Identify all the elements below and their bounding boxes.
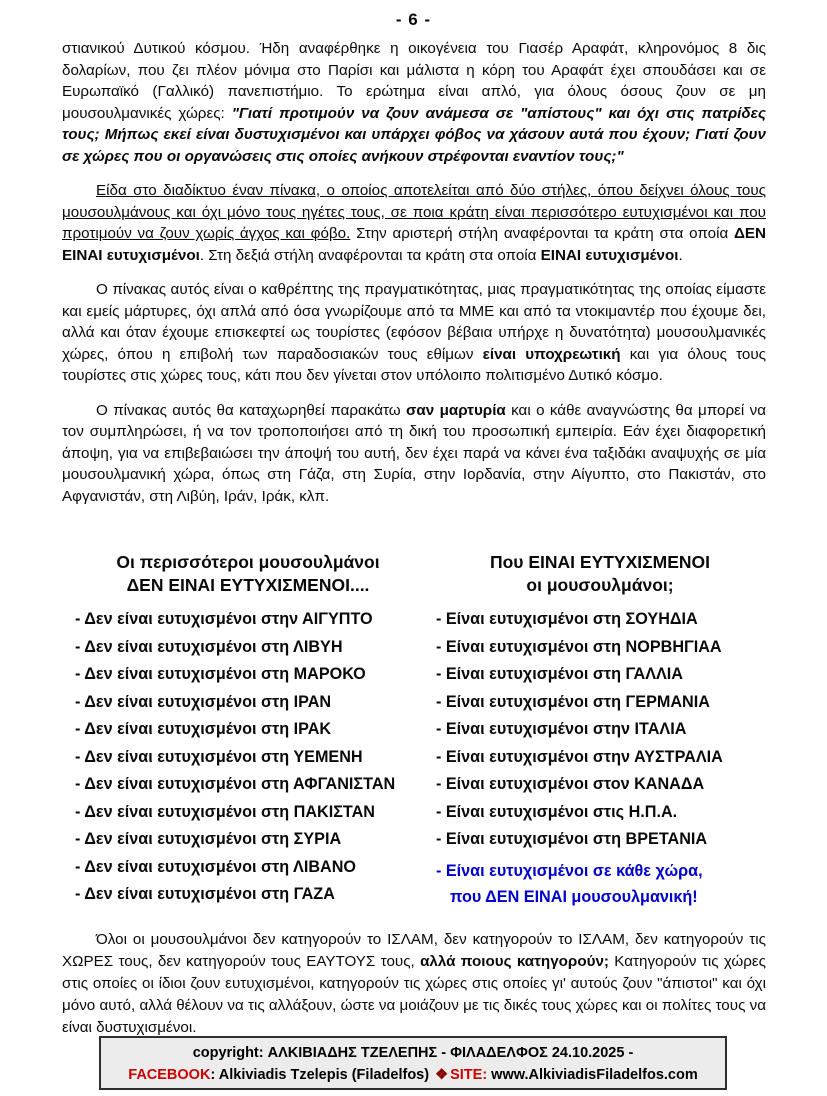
intro-paragraph	[62, 38, 766, 167]
happy-item: - Είναι ευτυχισμένοι στην ΙΤΑΛΙΑ	[436, 720, 687, 738]
underlined-text: Είδα στο διαδίκτυο έναν πίνακα, ο οποίος αποτελείται από δύο στήλες, όπου δείχνει όλους τους μουσουλμάνους και όχι μόνο τους ηγέτες τους, σε ποια κράτη είναι περισσότερο ευτυχισμένοι και που προτιμούν να ζουν χωρίς άγχος και φόβο.	[62, 182, 766, 242]
comparison-table	[62, 551, 766, 910]
unhappy-column-title	[62, 551, 434, 597]
unhappy-item: - Δεν είναι ευτυχισμένοι στη ΛΙΒΥΗ	[75, 637, 343, 656]
facebook-label: FACEBOOK	[128, 1067, 211, 1083]
unhappy-item: - Δεν είναι ευτυχισμένοι στη ΜΑΡΟΚΟ	[75, 665, 366, 683]
unhappy-item: - Δεν είναι ευτυχισμένοι στην ΑΙΓΥΠΤΟ	[75, 610, 373, 628]
conclusion-paragraph	[62, 929, 766, 1039]
facebook-value: : Alkiviadis Tzelepis (Filadelfos)	[210, 1067, 434, 1083]
site-label: SITE:	[450, 1067, 488, 1083]
copyright-line: copyright: ΑΛΚΙΒΙΑΔΗΣ ΤΖΕΛΕΠΗΣ - ΦΙΛΑΔΕΛΦΟΣ 24.10.2025 -	[192, 1045, 634, 1061]
plain-text: Όλοι οι μουσουλμάνοι δεν κατηγορούν το ΙΣΛΑΜ, δεν κατηγορούν το ΙΣΛΑΜ, δεν κατηγορούν τις ΧΩΡΕΣ τους, δεν κατηγορούν τους ΕΑΥΤΟΥΣ τους,	[62, 931, 766, 971]
unhappy-title-line2: ΔΕΝ ΕΙΝΑΙ ΕΥΤΥΧΙΣΜΕΝΟΙ....	[126, 575, 370, 595]
unhappy-item: - Δεν είναι ευτυχισμένοι στη ΣΥΡΙΑ	[75, 830, 342, 848]
bold-text: ΔΕΝ ΕΙΝΑΙ ευτυχισμένοι	[62, 225, 766, 264]
bold-text: είναι υποχρεωτική	[482, 345, 621, 363]
unhappy-item: - Δεν είναι ευτυχισμένοι στη ΙΡΑΝ	[75, 692, 332, 711]
plain-text: Κατηγορούν τις χώρες στις οποίες οι ίδιοι ζουν ευτυχισμένοι, κατηγορούν τις χώρες στις οποίες γι' αυτούς ζουν "άπιστοι" και όχι μόνο αυτό, αλλά θέλουν να τις αλλάξουν, ώστε να μοιάζουν με τις δικές τους χώρες και οι πολίτες τους να είναι δυστυχισμένοι.	[62, 953, 766, 1037]
body-text-block	[62, 38, 766, 520]
happy-item: - Είναι ευτυχισμένοι στη ΣΟΥΗΔΙΑ	[436, 610, 698, 628]
unhappy-item: - Δεν είναι ευτυχισμένοι στη ΙΡΑΚ	[75, 720, 332, 738]
plain-text: και για όλους τους τουρίστες στις χώρες τους, κάτι που δεν γίνεται στον υπόλοιπο πολιτισμένο Δυτικό κόσμο.	[62, 345, 767, 384]
unhappy-item: - Δεν είναι ευτυχισμένοι στη ΥΕΜΕΝΗ	[75, 747, 363, 766]
intro-text: στιανικού Δυτικού κόσμου. Ήδη αναφέρθηκε η οικογένεια του Γιασέρ Αραφάτ, κληρονόμος 8 δις δολαρίων, που ζει πλέον μόνιμα στο Παρίσι και μάλιστα η κόρη του Αραφάτ έχει σπουδάσει και σε Ευρωπαϊκό (Γαλλικό) πανεπιστήμιο. Το ερώτημα είναι απλό, για όλους όσους ζουν σε μη μουσουλμανικές χώρες:	[62, 40, 766, 122]
reality-mirror-paragraph	[62, 279, 766, 387]
happy-item: - Είναι ευτυχισμένοι στη ΝΟΡΒΗΓΙΑΑ	[436, 637, 722, 656]
happy-item: - Είναι ευτυχισμένοι στις Η.Π.Α.	[436, 802, 678, 821]
testimony-paragraph	[62, 400, 766, 508]
happy-title-line1: Που ΕΙΝΑΙ ΕΥΤΥΧΙΣΜΕΝΟΙ	[489, 552, 710, 572]
copyright-footer	[99, 1036, 727, 1090]
happy-item: - Είναι ευτυχισμένοι στη ΓΕΡΜΑΝΙΑ	[436, 692, 710, 711]
plain-text: .	[678, 246, 683, 264]
bold-text: αλλά ποιους κατηγορούν;	[420, 953, 609, 971]
unhappy-item: - Δεν είναι ευτυχισμένοι στη ΠΑΚΙΣΤΑΝ	[75, 802, 375, 821]
plain-text: και ο κάθε αναγνώστης θα μπορεί να τον συμπληρώσει, ή να τον τροποποιήσει από τη δική του προσωπική εμπειρία. Εάν έχει διαφορετική άποψη, για να επιβεβαιώσει την άποψή του αυτή, δεν έχει παρά να κάνει ένα ταξιδάκι αναψυχής σε μία μουσουλμανική χώρα, όπως στη Γάζα, στη Συρία, στην Ιορδανία, στην Αίγυπτο, στο Πακιστάν, στο Αφγανιστάν, στη Λιβύη, Ιράν, Ιράκ, κλπ.	[62, 401, 766, 505]
happy-title-line2: οι μουσουλμάνοι;	[526, 575, 674, 595]
happy-column-title	[434, 551, 766, 597]
bold-text: σαν μαρτυρία	[406, 401, 506, 419]
quote-text: "Γιατί προτιμούν να ζουν ανάμεσα σε "απίστους" και όχι στις πατρίδες τους; Μήπως εκεί είναι δυστυχισμένοι και υπάρχει φόβος να χάσουν αυτά που έχουν; Γιατί ζουν σε χώρες που οι οργανώσεις στις οποίες ανήκουν στρέφονται εναντίον τους;"	[62, 104, 767, 165]
unhappy-column	[62, 551, 434, 910]
unhappy-item: - Δεν είναι ευτυχισμένοι στη ΓΑΖΑ	[75, 885, 335, 903]
unhappy-items	[62, 606, 434, 909]
diamond-icon: ❖	[435, 1067, 449, 1083]
happy-item: - Είναι ευτυχισμένοι στη ΒΡΕΤΑΝΙΑ	[436, 830, 708, 848]
unhappy-item: - Δεν είναι ευτυχισμένοι στη ΛΙΒΑΝΟ	[75, 857, 357, 876]
plain-text: Ο πίνακας αυτός είναι ο καθρέπτης της πραγματικότητας, μιας πραγματικότητας της οποίας είμαστε και εμείς μάρτυρες, όχι απλά από όσα γνωρίζουμε από τα ΜΜΕ και από τα ντοκιμαντέρ που έχουμε δει, αλλά και όταν έχουμε επισκεφτεί ως τουρίστες (εφόσον βέβαια υπήρχε η δυνατότητα) μουσουλμανικές χώρες, όπου η επιβολή των παραδοσιακών τους εθίμων	[62, 281, 766, 363]
highlight-line1: - Είναι ευτυχισμένοι σε κάθε χώρα,	[436, 861, 703, 880]
table-description-paragraph	[62, 180, 766, 266]
plain-text: Ο πίνακας αυτός θα καταχωρηθεί παρακάτω	[96, 401, 407, 419]
bold-text: ΕΙΝΑΙ ευτυχισμένοι	[540, 246, 679, 264]
site-value: www.AlkiviadisFiladelfos.com	[487, 1067, 698, 1083]
happy-column	[434, 551, 766, 910]
happy-item: - Είναι ευτυχισμένοι στον ΚΑΝΑΔΑ	[436, 775, 705, 793]
page-number: - 6 -	[395, 10, 432, 29]
happy-item: - Είναι ευτυχισμένοι στην ΑΥΣΤΡΑΛΙΑ	[436, 747, 723, 766]
happy-highlight-item	[434, 858, 766, 910]
highlight-line2: που ΔΕΝ ΕΙΝΑΙ μουσουλμανική!	[450, 887, 698, 906]
happy-items	[434, 606, 766, 910]
happy-item: - Είναι ευτυχισμένοι στη ΓΑΛΛΙΑ	[436, 665, 683, 683]
plain-text: Στην αριστερή στήλη αναφέρονται τα κράτη στα οποία	[350, 225, 734, 242]
unhappy-item: - Δεν είναι ευτυχισμένοι στη ΑΦΓΑΝΙΣΤΑΝ	[75, 775, 396, 793]
unhappy-title-line1: Οι περισσότεροι μουσουλμάνοι	[116, 552, 380, 572]
plain-text: . Στη δεξιά στήλη αναφέρονται τα κράτη στα οποία	[199, 246, 541, 264]
contact-line	[101, 1064, 725, 1086]
